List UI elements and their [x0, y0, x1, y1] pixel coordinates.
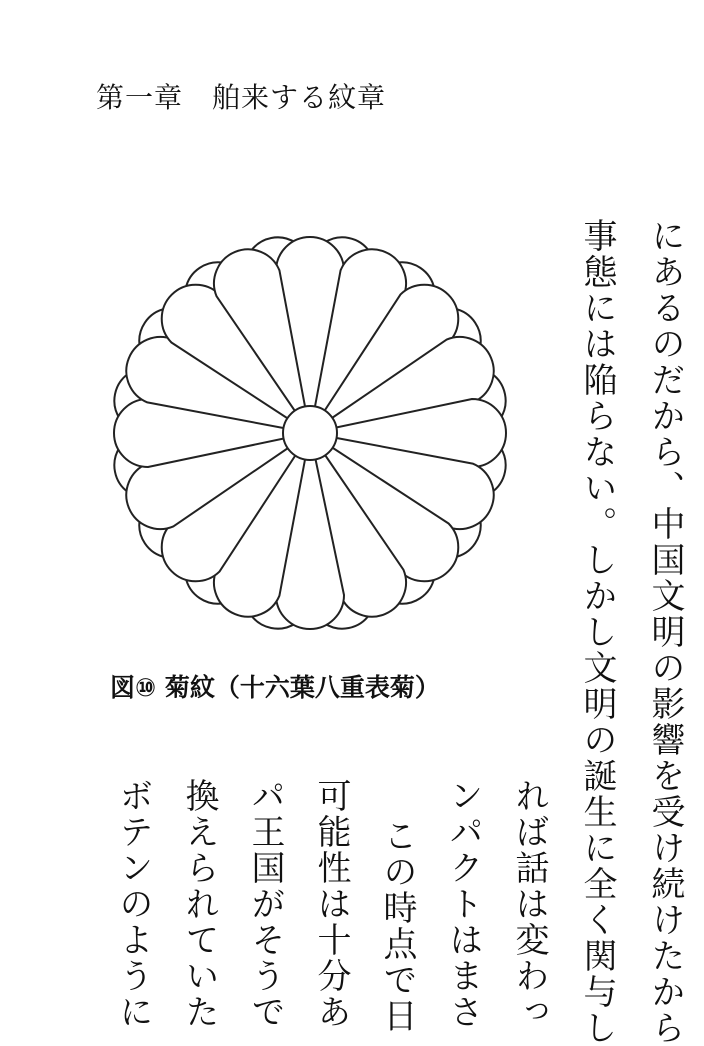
text-column-9: ボテンのように: [113, 778, 153, 1030]
text-column-8: 換えられていた: [179, 778, 219, 1030]
figure-caption: 図⑩ 菊紋（十六葉八重表菊）: [110, 673, 440, 702]
chrysanthemum-crest: [108, 231, 512, 635]
crest-center: [283, 406, 337, 460]
text-column-2: 事態には陥らない。しかし文明の誕生に全く関与し: [577, 218, 617, 1046]
text-column-3: れば話は変わっ: [509, 778, 549, 1030]
text-column-6: 可能性は十分あ: [311, 778, 351, 1030]
text-column-1: にあるのだから、中国文明の影響を受け続けたから: [645, 218, 685, 1046]
running-head: 第一章 舶来する紋章: [96, 81, 387, 114]
text-column-4: ンパクトはまさ: [443, 778, 483, 1030]
text-column-7: パ王国がそうで: [245, 778, 285, 1030]
text-column-5: この時点で日: [377, 818, 417, 1034]
